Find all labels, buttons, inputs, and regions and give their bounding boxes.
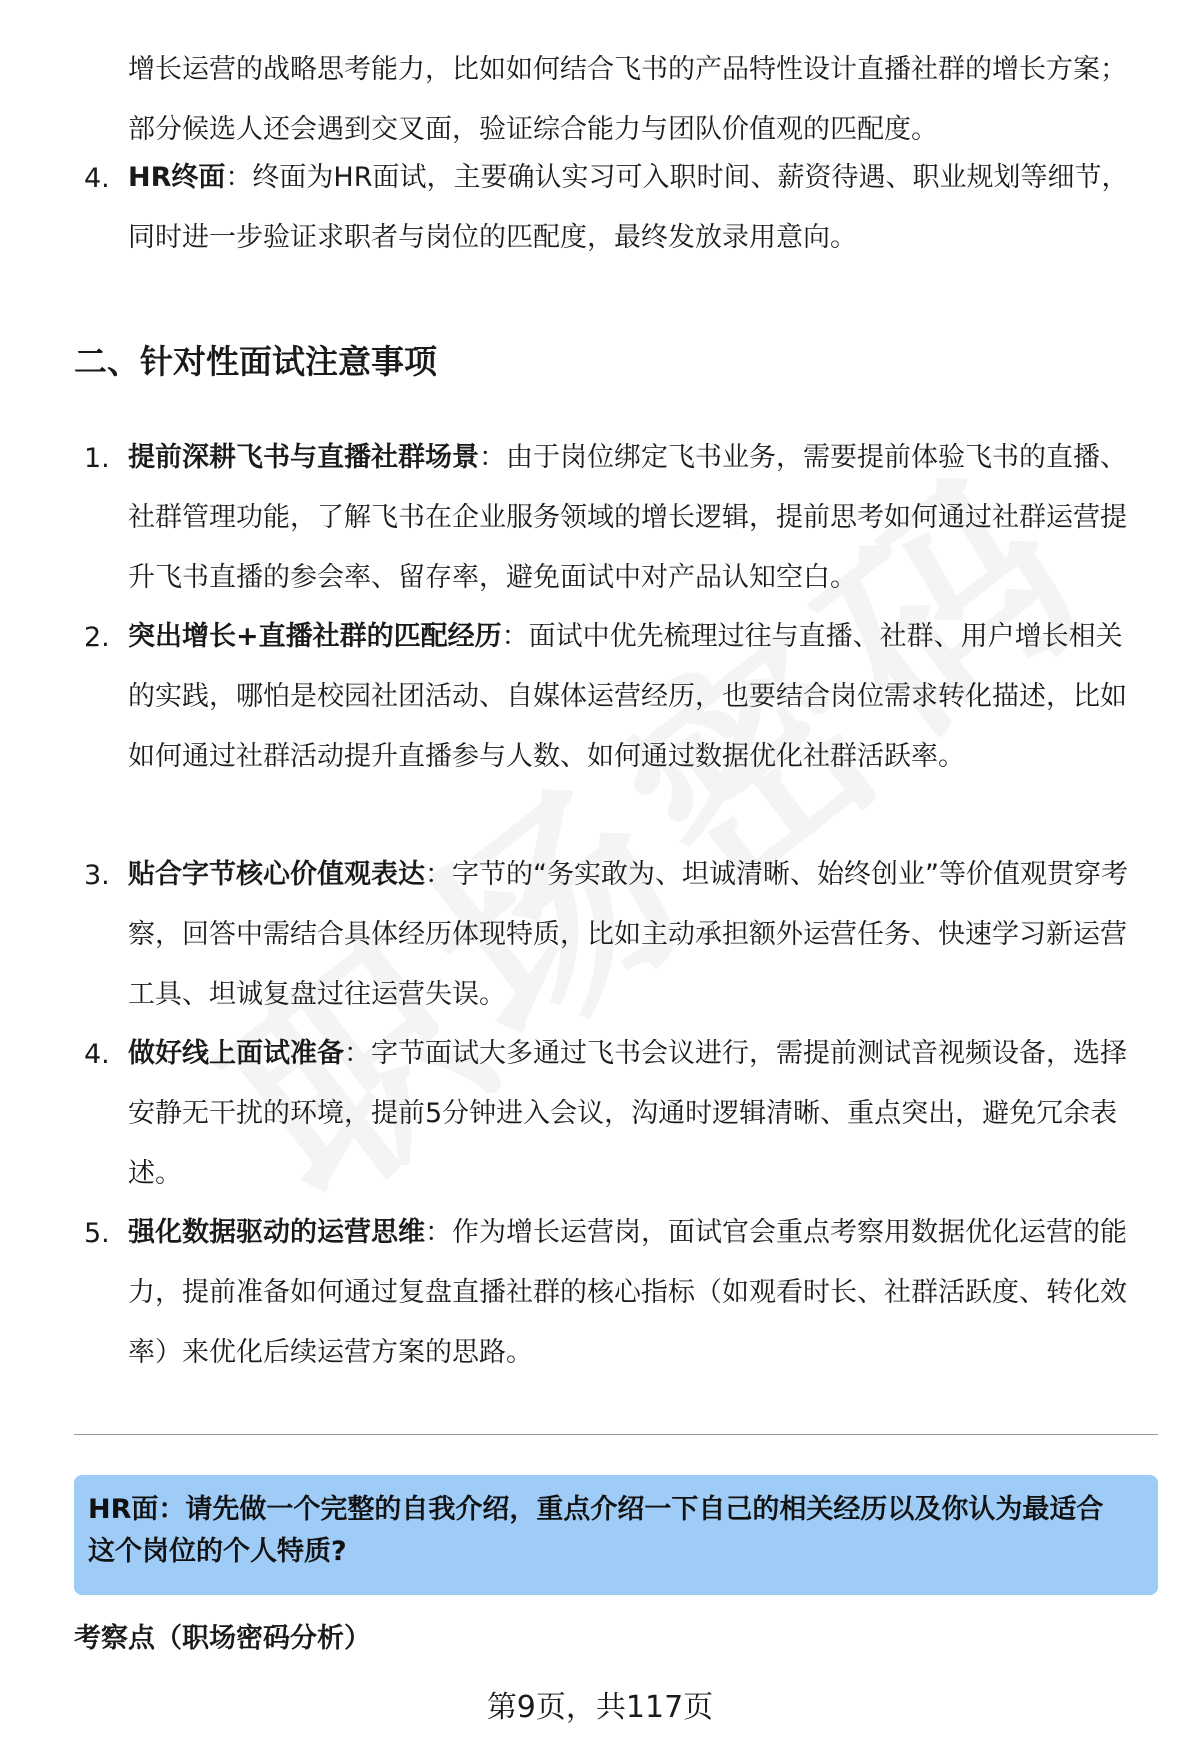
list-item-body: 面试中优先梳理过往与直播、社群、用户增长相关的实践，哪怕是校园社团活动、自媒体运营经历，也要结合岗位需求转化描述，比如如何通过社群活动提升直播参与人数、如何通过数据优化社群活跃率。 xyxy=(128,621,1127,772)
list-item-text xyxy=(128,1203,1144,1383)
intro-continuation-text: 增长运营的战略思考能力，比如如何结合飞书的产品特性设计直播社群的增长方案；部分候选人还会遇到交叉面，验证综合能力与团队价值观的匹配度。 xyxy=(128,54,1127,145)
analysis-label: 考察点（职场密码分析） xyxy=(74,1623,371,1654)
section-heading: 二、针对性面试注意事项 xyxy=(74,342,437,381)
question-text: HR面：请先做一个完整的自我介绍，重点介绍一下自己的相关经历以及你认为最适合这个岗位的个人特质? xyxy=(88,1494,1104,1567)
list-item-title: 贴合字节核心价值观表达 xyxy=(128,859,425,890)
list-item-separator: ： xyxy=(479,442,506,473)
list-item-title: 提前深耕飞书与直播社群场景 xyxy=(128,442,479,473)
list-item-text xyxy=(128,845,1144,1025)
list-item-text xyxy=(128,148,1144,268)
list-item-title: HR终面 xyxy=(128,162,226,193)
list-item-text xyxy=(128,1024,1144,1204)
page-footer: 第9页，共117页 xyxy=(486,1690,714,1725)
list-item-body: 终面为HR面试，主要确认实习可入职时间、薪资待遇、职业规划等细节，同时进一步验证求职者与岗位的匹配度，最终发放录用意向。 xyxy=(128,162,1129,253)
list-item-title: 做好线上面试准备 xyxy=(128,1038,344,1069)
question-box xyxy=(74,1475,1158,1595)
list-number: 4. xyxy=(84,1039,110,1070)
list-item-separator: ： xyxy=(425,859,452,890)
list-number: 5. xyxy=(84,1218,110,1249)
list-item-separator: ： xyxy=(344,1038,371,1069)
list-item-body: 作为增长运营岗，面试官会重点考察用数据优化运营的能力，提前准备如何通过复盘直播社群的核心指标（如观看时长、社群活跃度、转化效率）来优化后续运营方案的思路。 xyxy=(128,1217,1127,1368)
list-item-body: 字节面试大多通过飞书会议进行，需提前测试音视频设备，选择安静无干扰的环境，提前5分钟进入会议，沟通时逻辑清晰、重点突出，避免冗余表述。 xyxy=(128,1038,1127,1189)
list-number: 3. xyxy=(84,860,110,891)
list-item-separator: ： xyxy=(501,621,529,652)
list-number: 1. xyxy=(84,443,110,474)
list-item-title: 突出增长+直播社群的匹配经历 xyxy=(128,621,502,652)
list-item-text xyxy=(128,607,1144,787)
list-item-text xyxy=(128,428,1144,608)
list-item-separator: ： xyxy=(425,1217,452,1248)
list-item-body: 字节的“务实敢为、坦诚清晰、始终创业”等价值观贯穿考察，回答中需结合具体经历体现特质，比如主动承担额外运营任务、快速学习新运营工具、坦诚复盘过往运营失误。 xyxy=(128,859,1128,1010)
list-number: 4. xyxy=(84,163,110,194)
list-item-separator: ： xyxy=(225,162,253,193)
list-number: 2. xyxy=(84,622,110,653)
divider xyxy=(74,1434,1158,1435)
list-item-body: 由于岗位绑定飞书业务，需要提前体验飞书的直播、社群管理功能，了解飞书在企业服务领域的增长逻辑，提前思考如何通过社群运营提升飞书直播的参会率、留存率，避免面试中对产品认知空白。 xyxy=(128,442,1127,593)
list-item-title: 强化数据驱动的运营思维 xyxy=(128,1217,425,1248)
